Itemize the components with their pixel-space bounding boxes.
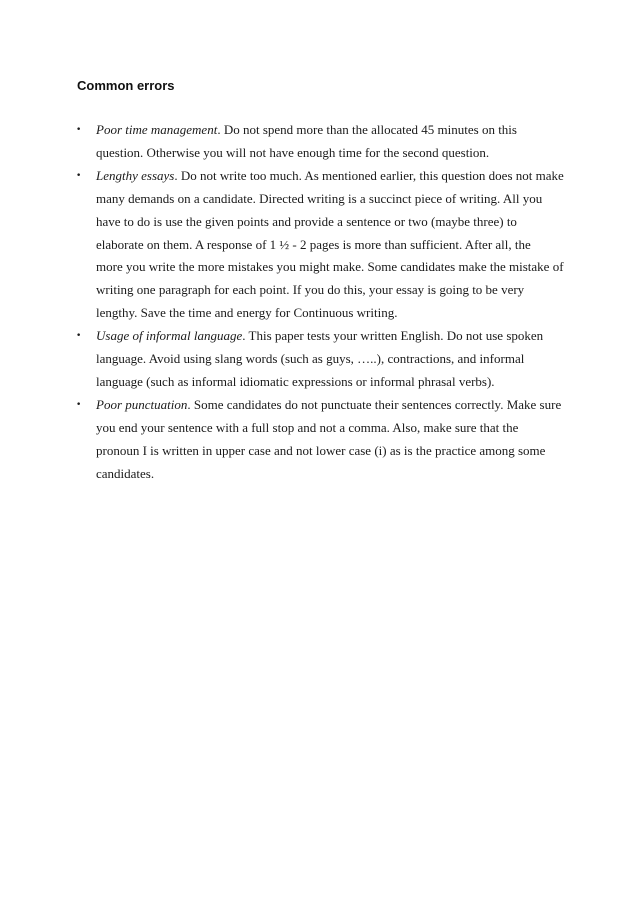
list-item-line: candidates. bbox=[96, 465, 155, 481]
list-item-lengthy-essays bbox=[0, 165, 568, 325]
section-heading: Common errors bbox=[77, 78, 175, 93]
error-term: Poor punctuation bbox=[96, 396, 188, 412]
error-description: . Do not write too much. As mentioned earlier, this question does not make bbox=[174, 167, 564, 183]
bullet-icon: • bbox=[76, 399, 82, 410]
list-item-line bbox=[96, 325, 568, 348]
bullet-icon: • bbox=[76, 170, 82, 181]
error-description: . Do not spend more than the allocated 45 minutes on this bbox=[217, 122, 517, 137]
list-item-poor-time-management bbox=[0, 119, 568, 165]
list-item-line: have to do is use the given points and provide a sentence or two (maybe three) to bbox=[96, 213, 517, 229]
bullet-icon: • bbox=[76, 331, 82, 342]
list-item-poor-punctuation bbox=[0, 394, 568, 486]
error-term: Usage of informal language bbox=[96, 328, 243, 344]
list-item-line: pronoun I is written in upper case and not lower case (i) as is the practice among some bbox=[96, 442, 546, 458]
bullet-icon: • bbox=[76, 125, 82, 135]
error-description: . Some candidates do not punctuate their sentences correctly. Make sure bbox=[187, 396, 562, 412]
error-term: Lengthy essays bbox=[96, 167, 175, 183]
list-item-line: more you write the more mistakes you might make. Some candidates make the mistake of bbox=[96, 259, 564, 275]
list-item-line bbox=[96, 165, 568, 188]
list-item-line: language. Avoid using slang words (such as guys, …..), contractions, and informal bbox=[96, 351, 525, 367]
list-item-line bbox=[96, 394, 568, 417]
error-description: . This paper tests your written English. Do not use spoken bbox=[242, 328, 544, 344]
list-item-line: elaborate on them. A response of 1 ½ - 2 pages is more than sufficient. After all, the bbox=[96, 236, 531, 252]
list-item-line: writing one paragraph for each point. If you do this, your essay is going to be very bbox=[96, 282, 525, 298]
list-item-line: you end your sentence with a full stop and not a comma. Also, make sure that the bbox=[96, 419, 519, 435]
list-item-informal-language bbox=[0, 325, 568, 394]
error-term: Poor time management bbox=[96, 122, 218, 137]
list-item-line bbox=[96, 119, 568, 142]
common-errors-list bbox=[0, 119, 638, 486]
list-item-line: lengthy. Save the time and energy for Continuous writing. bbox=[96, 305, 398, 321]
list-item-line: question. Otherwise you will not have enough time for the second question. bbox=[96, 144, 490, 160]
list-item-line: many demands on a candidate. Directed writing is a succinct piece of writing. All you bbox=[96, 190, 543, 206]
list-item-line: language (such as informal idiomatic expressions or informal phrasal verbs). bbox=[96, 373, 495, 389]
